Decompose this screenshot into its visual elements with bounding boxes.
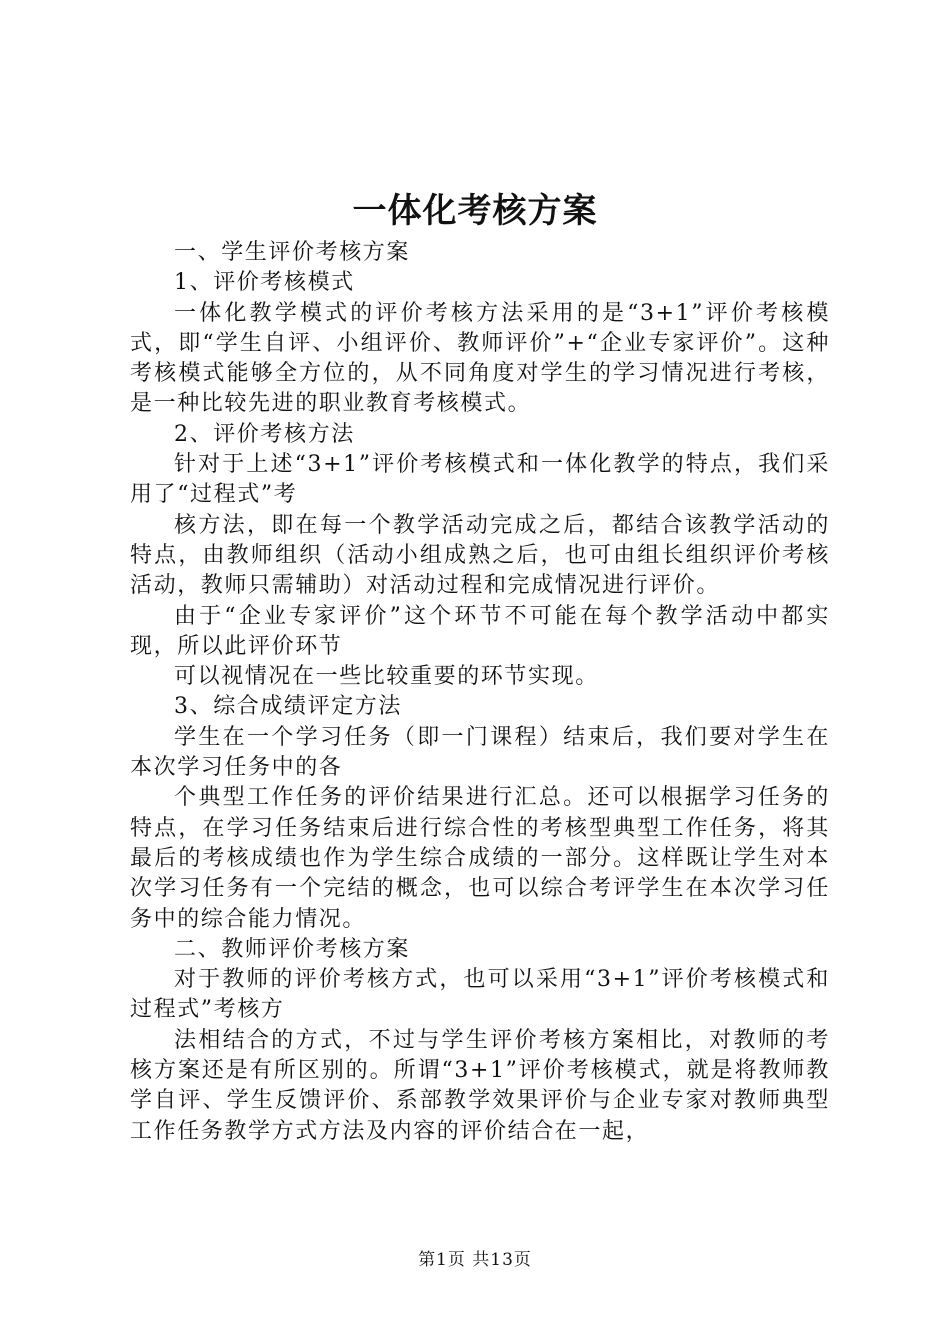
body-paragraph: 一体化教学模式的评价考核方法采用的是“3+1”评价考核模式，即“学生自评、小组评价、教师评价”+“企业专家评价”。这种考核模式能够全方位的，从不同角度对学生的学习情况进行考核，是一种比较先进的职业教育考核模式。: [130, 300, 830, 417]
body-paragraph: 核方法，即在每一个教学活动完成之后，都结合该教学活动的特点，由教师组织（活动小组成熟之后，也可由组长组织评价考核活动，教师只需辅助）对活动过程和完成情况进行评价。: [130, 512, 830, 599]
body-paragraph: 由于“企业专家评价”这个环节不可能在每个教学活动中都实现，所以此评价环节: [130, 603, 830, 659]
subsection-heading: 2、评价考核方法: [174, 421, 355, 447]
document-title: 一体化考核方案: [352, 191, 598, 231]
section-heading: 一、学生评价考核方案: [174, 240, 411, 265]
body-paragraph: 对于教师的评价考核方式，也可以采用“3+1”评价考核模式和过程式”考核方: [130, 967, 830, 1023]
body-paragraph: 法相结合的方式，不过与学生评价考核方案相比，对教师的考核方案还是有所区别的。所谓“3+1”评价考核模式，就是将教师教学自评、学生反馈评价、系部教学效果评价与企业专家对教师典型工作任务教学方式方法及内容的评价结合在一起，: [130, 1027, 830, 1144]
body-paragraph: 个典型工作任务的评价结果进行汇总。还可以根据学习任务的特点，在学习任务结束后进行综合性的考核型典型工作任务，将其最后的考核成绩也作为学生综合成绩的一部分。这样既让学生对本次学习任务有一个完结的概念，也可以综合考评学生在本次学习任务中的综合能力情况。: [130, 785, 830, 932]
body-paragraph: 可以视情况在一些比较重要的环节实现。: [174, 664, 599, 690]
section-heading: 二、教师评价考核方案: [174, 936, 411, 962]
document-body: [130, 238, 830, 1147]
page-footer: 第1页 共13页: [418, 1250, 532, 1270]
body-paragraph: 学生在一个学习任务（即一门课程）结束后，我们要对学生在本次学习任务中的各: [130, 724, 830, 781]
body-paragraph: 针对于上述“3+1”评价考核模式和一体化教学的特点，我们采用了“过程式”考: [130, 452, 830, 508]
subsection-heading: 1、评价考核模式: [174, 270, 355, 296]
subsection-heading: 3、综合成绩评定方法: [174, 694, 402, 720]
